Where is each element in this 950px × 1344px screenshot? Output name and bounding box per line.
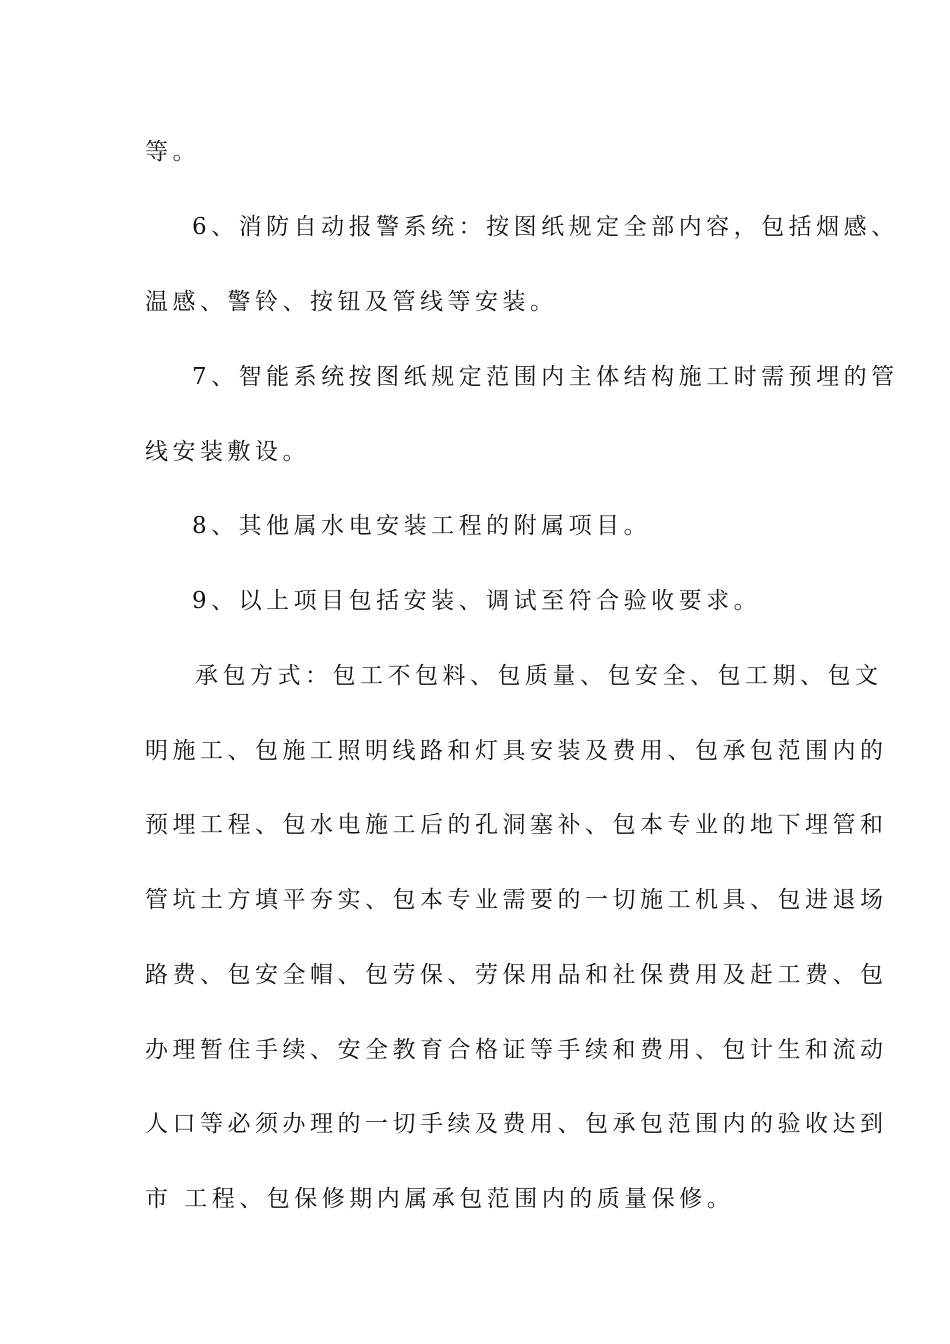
text-line: 等。 <box>145 139 200 165</box>
text-line: 9、以上项目包括安装、调试至符合验收要求。 <box>192 588 762 614</box>
text-line: 管坑土方填平夯实、包本专业需要的一切施工机具、包进退场 <box>145 887 888 913</box>
text-line: 线安装敷设。 <box>145 439 310 465</box>
text-line: 办理暂住手续、安全教育合格证等手续和费用、包计生和流动 <box>145 1037 888 1063</box>
text-line: 7、智能系统按图纸规定范围内主体结构施工时需预埋的管 <box>192 364 899 390</box>
text-line: 温感、警铃、按钮及管线等安装。 <box>145 289 558 315</box>
text-line: 路费、包安全帽、包劳保、劳保用品和社保费用及赶工费、包 <box>145 962 888 988</box>
text-line: 6、消防自动报警系统：按图纸规定全部内容，包括烟感、 <box>192 214 899 240</box>
text-line: 8、其他属水电安装工程的附属项目。 <box>192 513 652 539</box>
text-line: 市 工程、包保修期内属承包范围内的质量保修。 <box>145 1186 735 1212</box>
text-line: 明施工、包施工照明线路和灯具安装及费用、包承包范围内的 <box>145 738 888 764</box>
text-line: 承包方式：包工不包料、包质量、包安全、包工期、包文 <box>195 663 883 689</box>
text-line: 人口等必须办理的一切手续及费用、包承包范围内的验收达到 <box>145 1111 888 1137</box>
text-line: 预埋工程、包水电施工后的孔洞塞补、包本专业的地下埋管和 <box>145 812 888 838</box>
